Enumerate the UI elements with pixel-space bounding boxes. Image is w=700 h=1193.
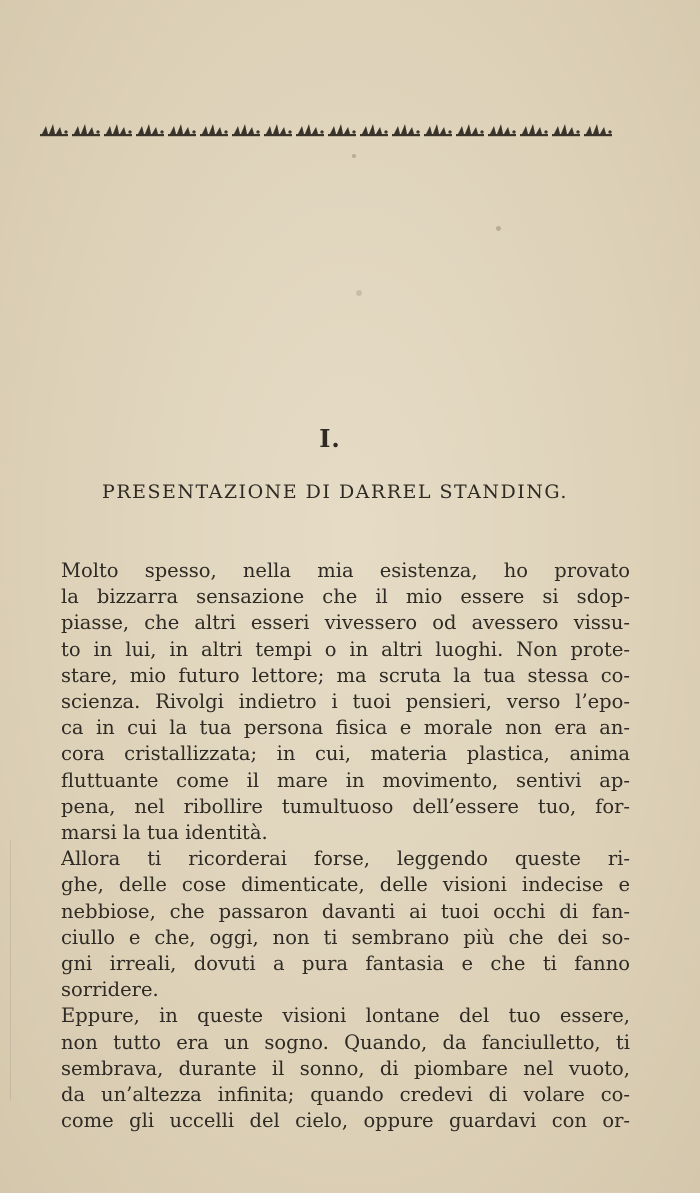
text-line: to in lui, in altri tempi o in altri luoghi. Non prote- <box>61 637 630 661</box>
chapter-number: I. <box>319 424 341 453</box>
ornament-motif <box>200 124 228 136</box>
paper-speck <box>496 226 501 231</box>
text-line: sembrava, durante il sonno, di piombare nel vuoto, <box>61 1056 630 1080</box>
text-line: ghe, delle cose dimenticate, delle visioni indecise e <box>61 873 630 897</box>
ornament-motif <box>72 124 100 136</box>
ornament-motif <box>328 124 356 136</box>
ornament-motif <box>520 124 548 136</box>
page-edge-shadow <box>10 840 11 1100</box>
text-line: gni irreali, dovuti a pura fantasia e che ti fanno <box>61 952 630 976</box>
text-line: scienza. Rivolgi indietro i tuoi pensieri, verso l’epo- <box>61 690 630 714</box>
ornament-motif <box>392 124 420 136</box>
paper-speck <box>352 154 356 158</box>
ornament-motif <box>136 124 164 136</box>
text-line: stare, mio futuro lettore; ma scruta la tua stessa co- <box>61 663 630 687</box>
text-line: piasse, che altri esseri vivessero od avessero vissu- <box>61 611 630 635</box>
ornament-motif <box>488 124 516 136</box>
text-line: fluttuante come il mare in movimento, sentivi ap- <box>61 768 630 792</box>
text-line: da un’altezza infinita; quando credevi di volare co- <box>61 1083 630 1107</box>
text-line: Eppure, in queste visioni lontane del tuo essere, <box>61 1004 630 1028</box>
text-line: ca in cui la tua persona fisica e morale non era an- <box>61 716 630 740</box>
text-line: cora cristallizzata; in cui, materia plastica, anima <box>61 742 630 766</box>
text-line: nebbiose, che passaron davanti ai tuoi occhi di fan- <box>61 899 630 923</box>
ornament-motif <box>360 124 388 136</box>
paper-speck <box>356 290 362 296</box>
ornament-motif <box>232 124 260 136</box>
ornament-motif <box>296 124 324 136</box>
ornament-motif <box>456 124 484 136</box>
decorative-ornament-border <box>36 118 616 140</box>
text-line: ciullo e che, oggi, non ti sembrano più che dei so- <box>61 925 630 949</box>
ornament-motif <box>40 124 68 136</box>
body-text <box>61 558 630 1134</box>
text-line: come gli uccelli del cielo, oppure guardavi con or- <box>61 1109 630 1133</box>
ornament-motif <box>584 124 612 136</box>
ornament-motif <box>552 124 580 136</box>
text-line: Allora ti ricorderai forse, leggendo queste ri- <box>61 847 630 871</box>
ornament-motif <box>168 124 196 136</box>
ornament-motif <box>264 124 292 136</box>
text-line: Molto spesso, nella mia esistenza, ho provato <box>61 559 630 582</box>
text-line: la bizzarra sensazione che il mio essere si sdop- <box>61 585 630 609</box>
text-line: non tutto era un sogno. Quando, da fanciulletto, ti <box>61 1030 630 1054</box>
chapter-title: PRESENTAZIONE DI DARREL STANDING. <box>102 481 568 503</box>
ornament-motif <box>104 124 132 136</box>
ornament-motif <box>424 124 452 136</box>
text-line: sorridere. <box>61 978 159 1002</box>
text-line: pena, nel ribollire tumultuoso dell’essere tuo, for- <box>61 794 630 818</box>
text-line: marsi la tua identità. <box>61 821 268 845</box>
